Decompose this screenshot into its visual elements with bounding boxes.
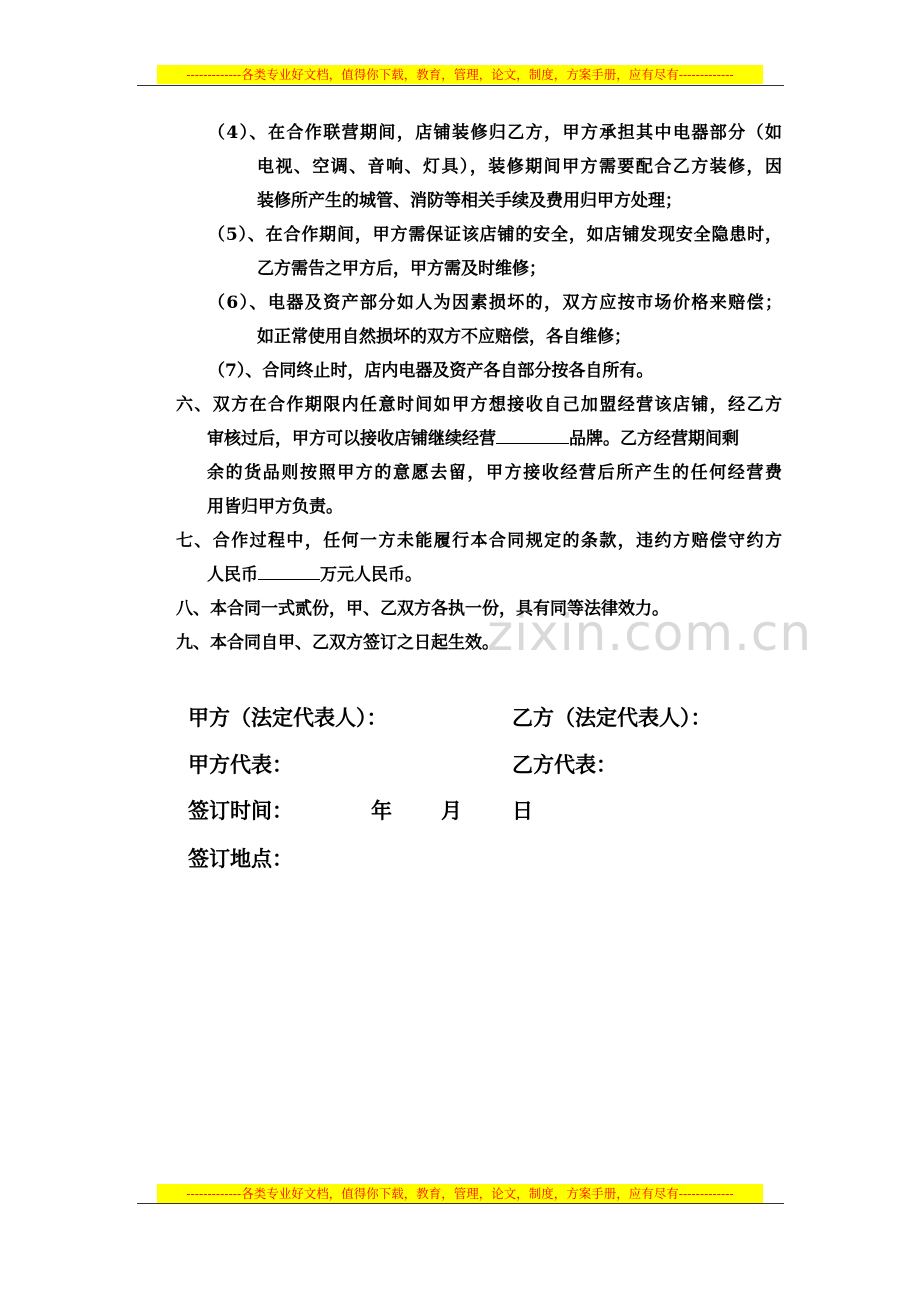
clause-5-line-1: （5）、在合作期间，甲方需保证该店铺的安全，如店铺发现安全隐患时， (208, 225, 782, 245)
clause-6-line-1: （6）、电器及资产部分如人为因素损坏的，双方应按市场价格来赔偿； (208, 293, 782, 313)
clause-4-line-2: 电视、空调、音响、灯具），装修期间甲方需要配合乙方装修，因 (257, 157, 782, 177)
section-7-line-2-suffix: 万元人民币。 (320, 565, 422, 585)
header-banner: -------------各类专业好文档，值得你下载，教育，管理，论文，制度，方案手册，应有尽有------------- (157, 65, 763, 84)
amount-blank (258, 563, 320, 580)
section-7-line-2-prefix: 人民币 (207, 565, 258, 585)
section-7-line-2 (207, 563, 422, 587)
section-7-line-1: 七、合作过程中，任何一方未能履行本合同规定的条款，违约方赔偿守约方 (176, 531, 782, 551)
brand-blank (496, 427, 569, 444)
party-b-rep-label: 乙方代表： (512, 752, 617, 777)
sign-place-label: 签订地点： (188, 846, 293, 871)
party-b-legal-label: 乙方（法定代表人）： (512, 705, 712, 730)
clause-4-line-3: 装修所产生的城管、消防等相关手续及费用归甲方处理； (257, 191, 682, 211)
section-6-line-1: 六、双方在合作期限内任意时间如甲方想接收自己加盟经营该店铺，经乙方 (176, 395, 782, 415)
section-6-line-4: 用皆归甲方负责。 (207, 497, 343, 517)
clause-6-line-2: 如正常使用自然损坏的双方不应赔偿，各自维修； (257, 327, 631, 347)
section-6-line-2-prefix: 审核过后，甲方可以接收店铺继续经营 (207, 429, 496, 449)
clause-4-line-1: （4）、在合作联营期间，店铺装修归乙方，甲方承担其中电器部分（如 (208, 123, 782, 143)
party-a-legal-label: 甲方（法定代表人）： (188, 705, 388, 730)
section-6-line-2 (207, 427, 739, 451)
sign-month-label: 月 (441, 798, 462, 823)
party-a-rep-label: 甲方代表： (188, 752, 293, 777)
section-8-line-1: 八、本合同一式贰份，甲、乙双方各执一份，具有同等法律效力。 (176, 599, 669, 619)
sign-day-label: 日 (512, 798, 533, 823)
section-6-line-2-suffix: 品牌。乙方经营期间剩 (569, 429, 739, 449)
header-rule (137, 85, 784, 86)
section-6-line-3: 余的货品则按照甲方的意愿去留，甲方接收经营后所产生的任何经营费 (207, 463, 782, 483)
watermark: zixin.com.cn (487, 604, 813, 662)
footer-rule (137, 1203, 784, 1204)
sign-time-label: 签订时间： (188, 798, 293, 823)
clause-7-line-1: （7）、合同终止时，店内电器及资产各自部分按各自所有。 (208, 361, 654, 381)
section-9-line-1: 九、本合同自甲、乙双方签订之日起生效。 (176, 633, 499, 653)
sign-year-label: 年 (371, 798, 392, 823)
clause-5-line-2: 乙方需告之甲方后，甲方需及时维修； (257, 259, 546, 279)
footer-banner: -------------各类专业好文档，值得你下载，教育，管理，论文，制度，方案手册，应有尽有------------- (157, 1184, 763, 1203)
